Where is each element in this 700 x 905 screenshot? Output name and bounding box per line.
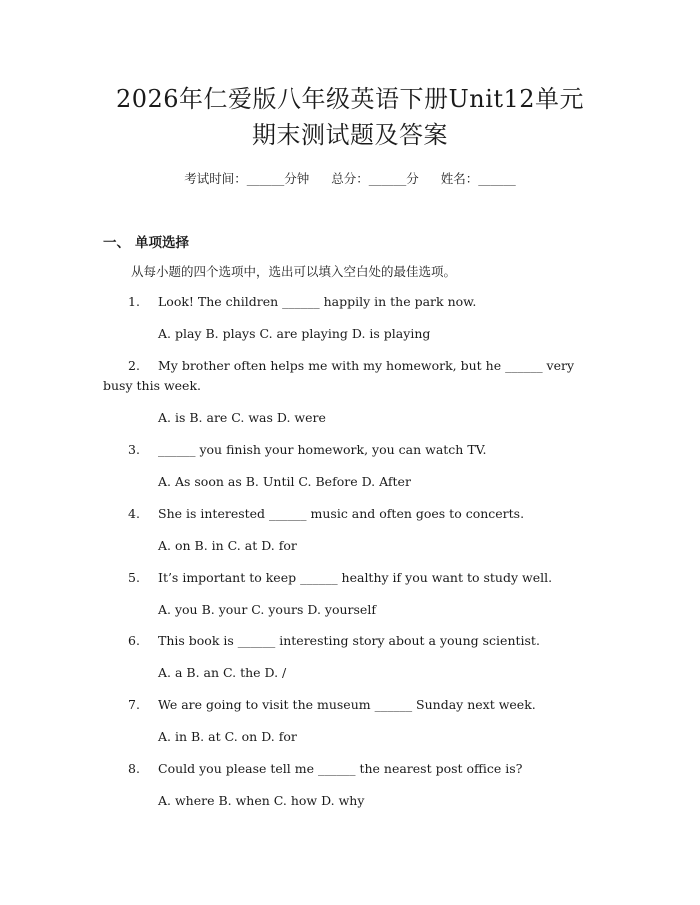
question-text: Could you please tell me ______ the nearest post office is? — [158, 761, 523, 776]
exam-total-score: 总分：______分 — [331, 171, 419, 186]
question-number: 6. — [128, 633, 140, 648]
question-text: ______ you finish your homework, you can watch TV. — [158, 442, 487, 457]
question-text: She is interested ______ music and often goes to concerts. — [158, 506, 525, 521]
question-text: Look! The children ______ happily in the park now. — [158, 294, 477, 309]
question-text: This book is ______ interesting story about a young scientist. — [158, 633, 540, 648]
question-number: 5. — [128, 570, 140, 585]
exam-info — [0, 169, 700, 187]
question-7-options: A. in B. at C. on D. for — [158, 729, 297, 744]
question-text: My brother often helps me with my homework, but he ______ very — [158, 358, 575, 373]
question-5-options: A. you B. your C. yours D. yourself — [158, 602, 376, 617]
question-8-options: A. where B. when C. how D. why — [158, 793, 365, 808]
question-1-options: A. play B. plays C. are playing D. is playing — [158, 326, 431, 341]
question-number: 3. — [128, 442, 140, 457]
student-name: 姓名：______ — [440, 171, 516, 186]
question-2-text-continued: busy this week. — [103, 378, 202, 393]
document-title-line-2: 期末测试题及答案 — [252, 121, 448, 149]
question-2-options: A. is B. are C. was D. were — [158, 410, 326, 425]
section-title: 单项选择 — [135, 235, 189, 251]
question-number: 2. — [128, 358, 140, 373]
question-text: We are going to visit the museum ______ Sunday next week. — [158, 697, 536, 712]
section-heading — [103, 231, 189, 251]
question-number: 8. — [128, 761, 140, 776]
question-number: 1. — [128, 294, 140, 309]
question-6-options: A. a B. an C. the D. / — [158, 665, 287, 680]
section-instruction: 从每小题的四个选项中，选出可以填入空白处的最佳选项。 — [131, 264, 457, 279]
exam-time: 考试时间：______分钟 — [184, 171, 310, 186]
question-4-options: A. on B. in C. at D. for — [158, 538, 297, 553]
question-3-options: A. As soon as B. Until C. Before D. After — [158, 474, 411, 489]
question-text: It’s important to keep ______ healthy if you want to study well. — [158, 570, 553, 585]
document-title-line-1: 2026年仁爱版八年级英语下册Unit12单元 — [115, 85, 585, 113]
section-number: 一、 — [103, 235, 130, 251]
question-number: 7. — [128, 697, 140, 712]
question-number: 4. — [128, 506, 140, 521]
